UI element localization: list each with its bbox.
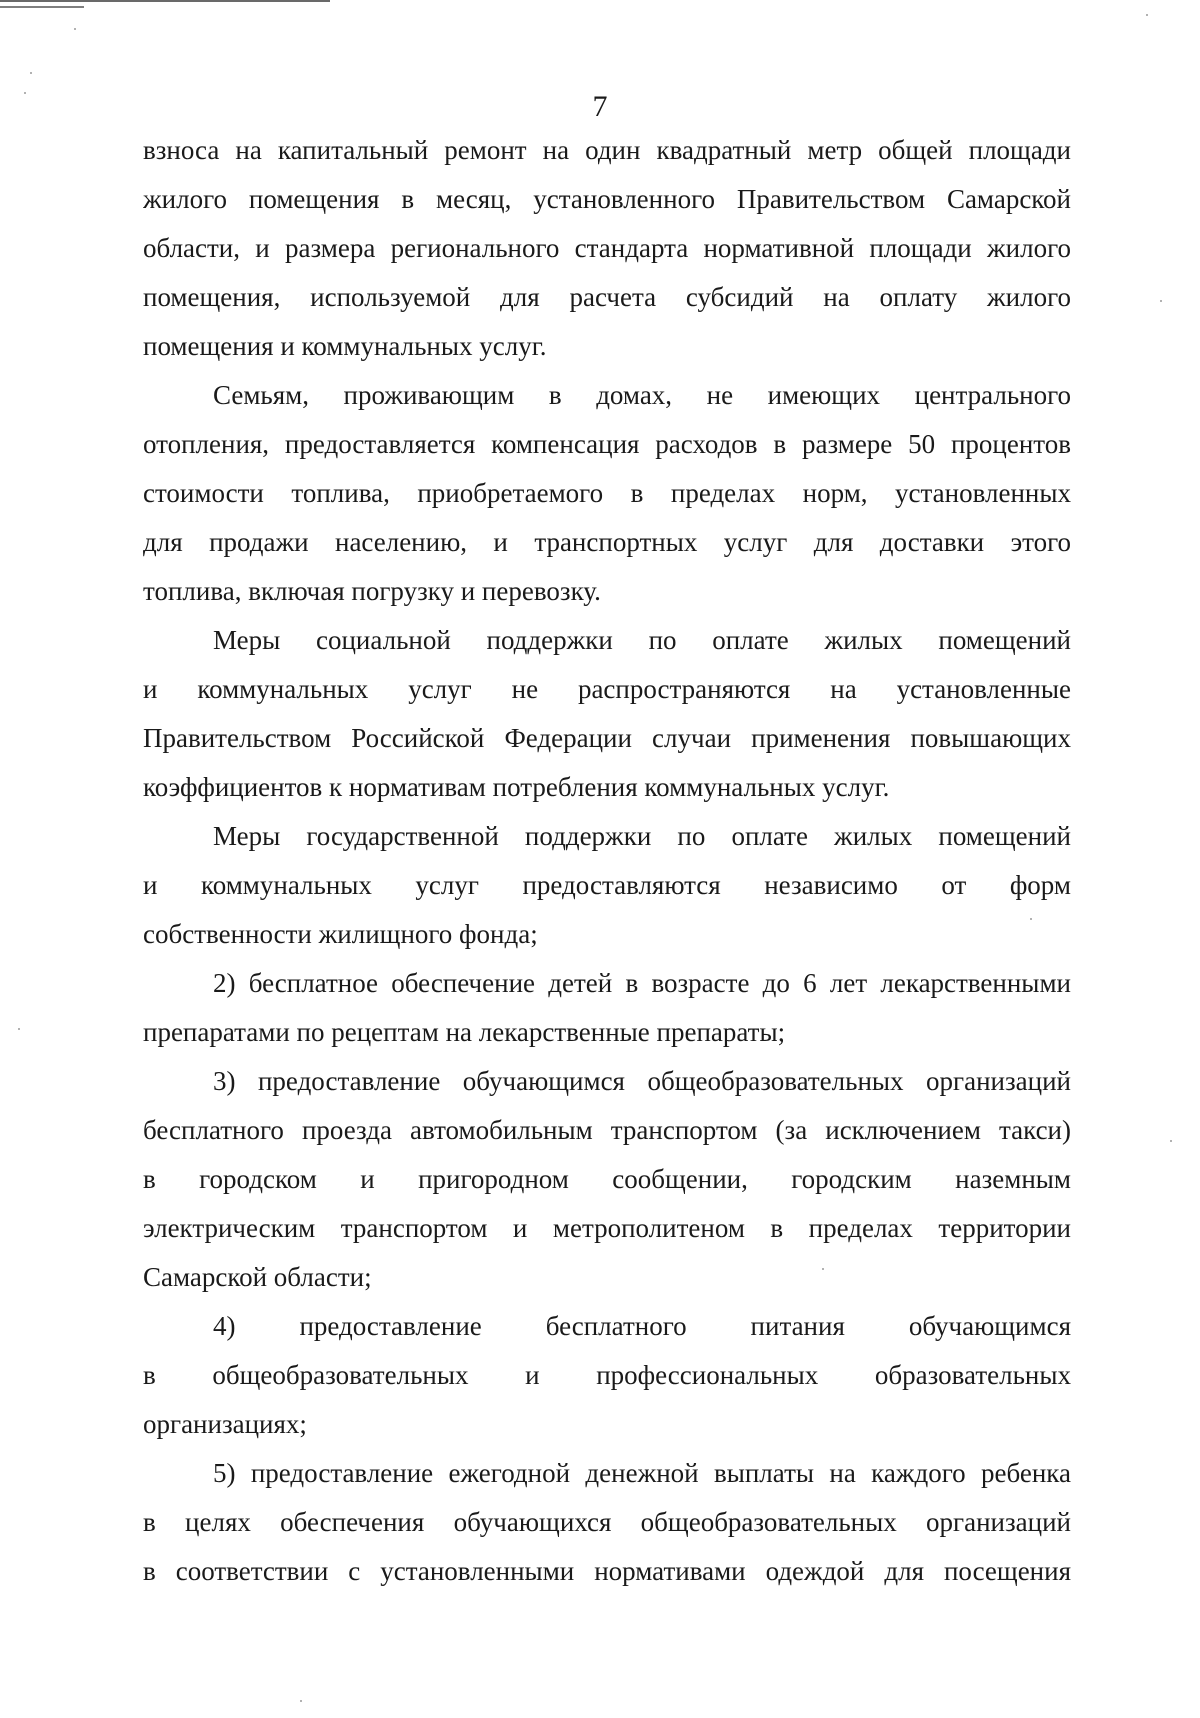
text-line: в городском и пригородном сообщении, городским наземным (143, 1164, 1071, 1194)
scan-edge-line (0, 0, 330, 2)
text-line: 5) предоставление ежегодной денежной выплаты на каждого ребенка (213, 1458, 1071, 1488)
text-line: собственности жилищного фонда; (143, 919, 538, 949)
text-line: 4) предоставление бесплатного питания обучающимся (213, 1311, 1071, 1341)
text-line: для продажи населению, и транспортных услуг для доставки этого (143, 527, 1071, 557)
scan-speck (24, 92, 26, 94)
scan-speck (1146, 14, 1148, 16)
scan-speck (74, 28, 76, 30)
text-line: препаратами по рецептам на лекарственные препараты; (143, 1017, 786, 1047)
scan-speck (18, 1028, 20, 1030)
text-line: бесплатного проезда автомобильным транспортом (за исключением такси) (143, 1115, 1071, 1145)
text-line: стоимости топлива, приобретаемого в пределах норм, установленных (143, 478, 1071, 508)
text-line: Самарской области; (143, 1262, 372, 1292)
text-line: 3) предоставление обучающимся общеобразовательных организаций (213, 1066, 1071, 1096)
text-line: 2) бесплатное обеспечение детей в возрасте до 6 лет лекарственными (213, 968, 1071, 998)
paragraph (143, 371, 1071, 616)
document-body (143, 126, 1071, 1596)
text-line: и коммунальных услуг предоставляются независимо от форм (143, 870, 1071, 900)
scan-speck (1170, 1140, 1172, 1142)
text-line: и коммунальных услуг не распространяются на установленные (143, 674, 1071, 704)
scan-speck (30, 72, 32, 74)
text-line: отопления, предоставляется компенсация расходов в размере 50 процентов (143, 429, 1071, 459)
text-line: коэффициентов к нормативам потребления коммунальных услуг. (143, 772, 890, 802)
list-item (143, 1302, 1071, 1449)
text-line: электрическим транспортом и метрополитеном в пределах территории (143, 1213, 1071, 1243)
scan-speck (300, 1700, 302, 1702)
paragraph (143, 126, 1071, 371)
scan-speck (1160, 300, 1162, 302)
page-number: 7 (592, 90, 608, 123)
scan-speck (822, 1268, 824, 1270)
text-line: Меры социальной поддержки по оплате жилых помещений (213, 625, 1071, 655)
list-item (143, 1449, 1071, 1596)
paragraph (143, 812, 1071, 959)
text-line: в соответствии с установленными нормативами одеждой для посещения (143, 1556, 1071, 1586)
text-line: помещения, используемой для расчета субсидий на оплату жилого (143, 282, 1071, 312)
text-line: Правительством Российской Федерации случаи применения повышающих (143, 723, 1071, 753)
text-line: топлива, включая погрузку и перевозку. (143, 576, 601, 606)
text-line: взноса на капитальный ремонт на один квадратный метр общей площади (143, 135, 1071, 165)
scan-edge-line-short (0, 6, 84, 8)
text-line: в целях обеспечения обучающихся общеобразовательных организаций (143, 1507, 1071, 1537)
scan-speck (1030, 918, 1032, 920)
text-line: Семьям, проживающим в домах, не имеющих центрального (213, 380, 1071, 410)
text-line: помещения и коммунальных услуг. (143, 331, 547, 361)
list-item (143, 1057, 1071, 1302)
text-line: Меры государственной поддержки по оплате жилых помещений (213, 821, 1071, 851)
text-line: жилого помещения в месяц, установленного Правительством Самарской (143, 184, 1071, 214)
text-line: в общеобразовательных и профессиональных образовательных (143, 1360, 1071, 1390)
text-line: организациях; (143, 1409, 307, 1439)
text-line: области, и размера регионального стандарта нормативной площади жилого (143, 233, 1071, 263)
paragraph (143, 616, 1071, 812)
list-item (143, 959, 1071, 1057)
